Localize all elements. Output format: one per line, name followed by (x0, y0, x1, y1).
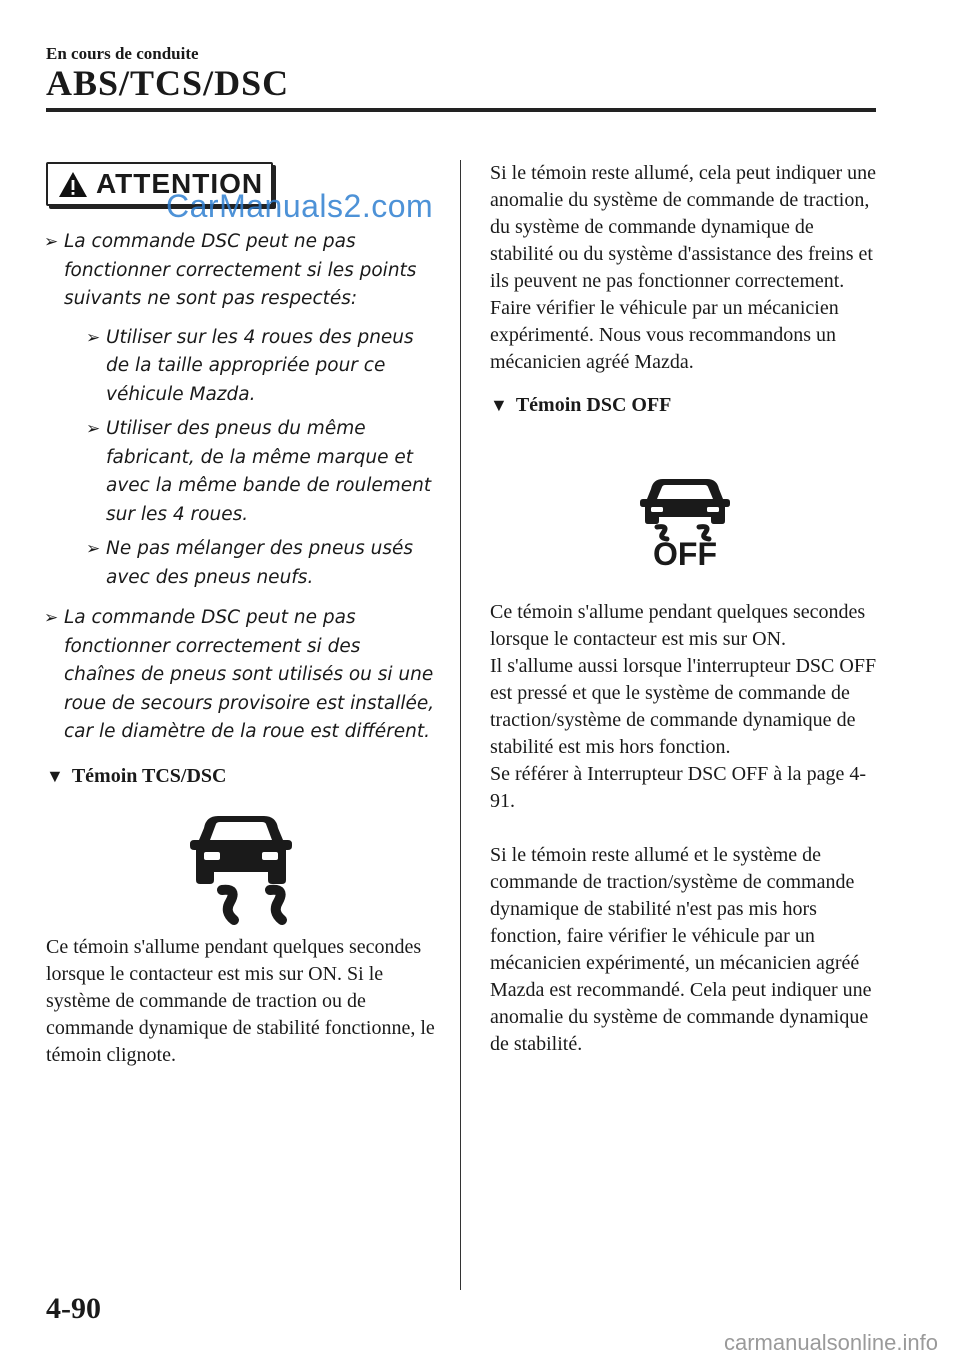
tcs-dsc-heading (46, 765, 436, 788)
intro-text: Si le témoin reste allumé, cela peut indiquer une anomalie du système de commande de traction, du système de commande dynamique de stabilité ou du système d'assistance des freins et ils peuvent ne pas fonctionner correctement. Faire vérifier le véhicule par un mécanicien expérimenté. Nous vous recommandons un mécanicien agréé Mazda. (490, 162, 876, 373)
left-column (46, 162, 436, 1069)
caution-sub-list (64, 324, 436, 593)
caution-text: La commande DSC peut ne pas fonctionner correctement si des chaînes de pneus sont utilisés ou si une roue de secours provisoire est installée, car le diamètre de la roue est différent. (64, 607, 435, 742)
warning-triangle-icon (58, 171, 88, 198)
section-kicker: En cours de conduite (46, 44, 199, 63)
dsc-off-heading (490, 394, 880, 417)
dsc-off-para-1: Ce témoin s'allume pendant quelques secondes lorsque le contacteur est mis sur ON. (490, 601, 866, 650)
attention-label: ATTENTION (96, 168, 264, 199)
dsc-off-icon-wrap (490, 475, 880, 567)
column-divider (460, 160, 461, 1290)
tcs-dsc-heading-text: Témoin TCS/DSC (71, 764, 227, 787)
dsc-off-para-3: Se référer à Interrupteur DSC OFF à la page 4-91. (490, 763, 866, 812)
triangle-down-icon: ▼ (490, 395, 508, 415)
caution-item (46, 228, 436, 592)
dsc-off-para-4: Si le témoin reste allumé et le système de commande de traction/système de commande dynamique de stabilité n'est pas mis hors fonction, faire vérifier le véhicule par un mécanicien expérimenté, un mécanicien agréé Mazda est recommandé. Cela peut indiquer une anomalie du système de commande dynamique de stabilité. (490, 844, 872, 1055)
section-title: ABS/TCS/DSC (46, 63, 290, 103)
dsc-off-icon (635, 475, 735, 567)
footer-url: carmanualsonline.info (723, 1330, 938, 1355)
caution-sub-item: ➢ Ne pas mélanger des pneus usés avec des pneus neufs. (88, 535, 436, 592)
page-number: 4-90 (46, 1292, 101, 1325)
dsc-off-icon-text: OFF (653, 536, 717, 567)
triangle-down-icon: ▼ (46, 765, 64, 786)
header-rule (46, 108, 876, 112)
tcs-dsc-icon-wrap (46, 808, 436, 926)
caution-sub-item: ➢ Utiliser des pneus du même fabricant, de la même marque et avec la même bande de roulement sur les 4 roues. (88, 415, 436, 529)
caution-list (46, 228, 436, 747)
dsc-off-para-2: Il s'allume aussi lorsque l'interrupteur DSC OFF est pressé et que le système de commande de traction/système de commande dynamique de stabilité est mis hors fonction. (490, 655, 877, 758)
caution-text: La commande DSC peut ne pas fonctionner correctement si les points suivants ne sont pas respectés: (64, 231, 417, 309)
right-column (490, 160, 880, 1058)
watermark: CarManuals2.com (166, 188, 434, 224)
dsc-off-heading-text: Témoin DSC OFF (515, 394, 672, 416)
tcs-dsc-body: Ce témoin s'allume pendant quelques secondes lorsque le contacteur est mis sur ON. Si le système de commande de traction ou de commande dynamique de stabilité fonctionne, le témoin clignote. (46, 935, 435, 1066)
caution-sub-item: ➢ Utiliser sur les 4 roues des pneus de la taille appropriée pour ce véhicule Mazda. (88, 324, 436, 410)
skidding-car-icon (188, 808, 294, 926)
caution-item (46, 604, 436, 747)
